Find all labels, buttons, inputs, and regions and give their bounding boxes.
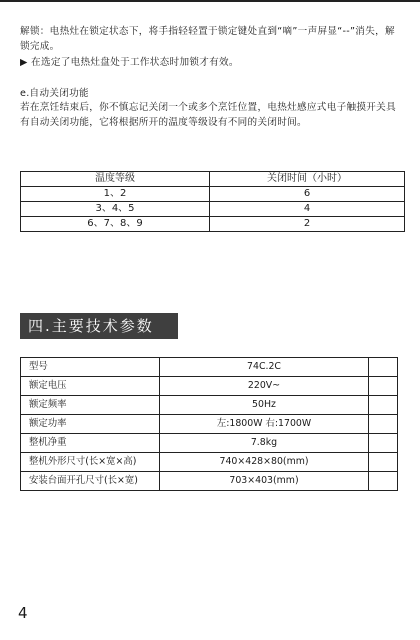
header-temperature-level: 温度等级 — [21, 172, 210, 187]
spec-label: 安装台面开孔尺寸(长×宽) — [21, 472, 160, 491]
auto-off-paragraph: 若在烹饪结束后，你不慎忘记关闭一个或多个烹饪位置，电热灶感应式电子触摸开关具有自动关闭功能，它将根据所开的温度等级设有不同的关闭时间。 — [20, 102, 396, 128]
shutoff-time-cell: 6 — [210, 187, 405, 202]
temperature-level-cell: 3、4、5 — [21, 202, 210, 217]
spec-empty-cell — [369, 434, 398, 453]
spec-table — [20, 357, 398, 491]
spec-value: 220V~ — [160, 377, 369, 396]
table-row — [21, 472, 398, 491]
table-row — [21, 358, 398, 377]
shutoff-time-cell: 4 — [210, 202, 405, 217]
spec-empty-cell — [369, 377, 398, 396]
table-row — [21, 377, 398, 396]
lock-note-text: 在选定了电热灶盘处于工作状态时加锁才有效。 — [31, 57, 239, 68]
spec-label: 整机外形尺寸(长×宽×高) — [21, 453, 160, 472]
table-row — [21, 415, 398, 434]
spec-empty-cell — [369, 415, 398, 434]
spec-value: 74C.2C — [160, 358, 369, 377]
section-heading: 四.主要技术参数 — [20, 313, 178, 339]
table-row — [21, 202, 405, 217]
bullet-arrow-icon: ▶ — [20, 57, 28, 68]
temperature-level-cell: 6、7、8、9 — [21, 217, 210, 232]
spec-label: 额定频率 — [21, 396, 160, 415]
table-row — [21, 187, 405, 202]
top-rule — [0, 0, 420, 2]
shutoff-time-cell: 2 — [210, 217, 405, 232]
spec-value: 50Hz — [160, 396, 369, 415]
table-row — [21, 396, 398, 415]
spec-value: 703×403(mm) — [160, 472, 369, 491]
auto-off-heading: e.自动关闭功能 — [20, 88, 89, 99]
spec-value: 740×428×80(mm) — [160, 453, 369, 472]
spec-empty-cell — [369, 453, 398, 472]
spec-label: 额定功率 — [21, 415, 160, 434]
shutoff-table — [20, 171, 405, 232]
spec-value: 7.8kg — [160, 434, 369, 453]
table-header-row — [21, 172, 405, 187]
spec-empty-cell — [369, 358, 398, 377]
header-shutoff-time: 关闭时间（小时） — [210, 172, 405, 187]
lock-note — [20, 55, 400, 70]
spec-value: 左:1800W 右:1700W — [160, 415, 369, 434]
table-row — [21, 217, 405, 232]
spec-empty-cell — [369, 472, 398, 491]
spec-label: 型号 — [21, 358, 160, 377]
spec-label: 额定电压 — [21, 377, 160, 396]
page-number: 4 — [18, 604, 28, 622]
spec-empty-cell — [369, 396, 398, 415]
table-row — [21, 453, 398, 472]
unlock-paragraph: 解锁：电热灶在锁定状态下，将手指轻轻置于锁定键处直到“嘀”一声屏显“--”消失，解锁完成。 — [20, 26, 395, 52]
table-row — [21, 434, 398, 453]
temperature-level-cell: 1、2 — [21, 187, 210, 202]
spec-label: 整机净重 — [21, 434, 160, 453]
